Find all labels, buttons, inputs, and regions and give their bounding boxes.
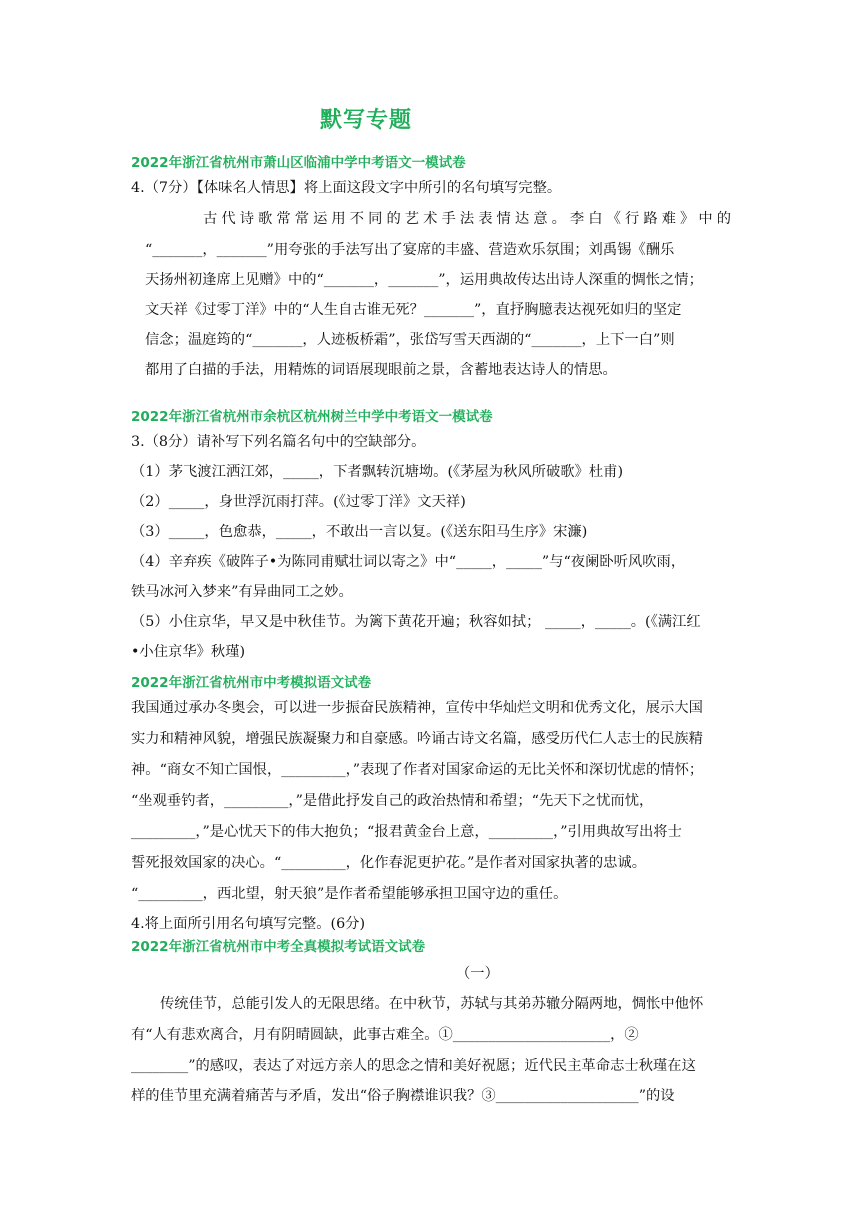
question-line: •小住京华》秋瑾) — [131, 644, 246, 660]
paragraph-line: “_______，_______”用夸张的手法写出了宴席的丰盛、营造欢乐氛围；刘禹锡《酬乐 — [145, 242, 675, 258]
paragraph-line: 我国通过承办冬奥会，可以进一步振奋民族精神，宣传中华灿烂文明和优秀文化，展示大国 — [131, 700, 703, 716]
paragraph-line: ________”的感叹，表达了对远方亲人的思念之情和美好祝愿；近代民主革命志士秋瑾在这 — [131, 1058, 696, 1074]
section-heading: 2022年浙江省杭州市余杭区杭州树兰中学中考语文一模试卷 — [131, 409, 493, 425]
paragraph-line: “坐观垂钓者，_________，”是借此抒发自己的政治热情和希望；“先天下之忧而忧， — [131, 793, 654, 809]
question-line: 4.将上面所引用名句填写完整。(6分) — [131, 916, 366, 932]
paragraph-line: 传统佳节，总能引发人的无限思绪。在中秋节，苏轼与其弟苏辙分隔两地，惆怅中他怀 — [160, 996, 704, 1012]
paragraph-line: 文天祥《过零丁洋》中的“人生自古谁无死？_______”，直抒胸臆表达视死如归的坚定 — [145, 302, 682, 318]
paragraph-line: _________，”是心忧天下的伟大抱负；“报君黄金台上意，_________，”引用典故写出将士 — [131, 824, 682, 840]
question-line: 3.（8分）请补写下列名篇名句中的空缺部分。 — [131, 434, 426, 450]
question-line: 铁马冰河入梦来”有异曲同工之妙。 — [131, 584, 353, 600]
paragraph-line: 古代诗歌常常运用不同的艺术手法表情达意。李白《行路难》中的 — [203, 211, 731, 227]
paragraph-line: 神。“商女不知亡国恨，_________，”表现了作者对国家命运的无比关怀和深切忧虑的情怀； — [131, 762, 704, 778]
paragraph-line: 样的佳节里充满着痛苦与矛盾，发出“俗子胸襟谁识我？③____________________”的设 — [131, 1088, 675, 1104]
question-line: （1）茅飞渡江洒江郊，_____，下者飘转沉塘坳。(《茅屋为秋风所破歌》杜甫) — [131, 464, 624, 480]
section-heading: 2022年浙江省杭州市中考模拟语文试卷 — [131, 675, 372, 691]
paragraph-line: 实力和精神风貌，增强民族凝聚力和自豪感。吟诵古诗文名篇，感受历代仁人志士的民族精 — [131, 731, 703, 747]
paragraph-line: “_________，西北望，射天狼”是作者希望能够承担卫国守边的重任。 — [131, 886, 568, 902]
section-heading: 2022年浙江省杭州市萧山区临浦中学中考语文一模试卷 — [131, 155, 466, 171]
question-line: （3）_____，色愈恭，_____，不敢出一言以复。(《送东阳马生序》宋濂) — [131, 524, 588, 540]
page-title: 默写专题 — [320, 108, 413, 133]
paragraph-line: 誓死报效国家的决心。“_________，化作春泥更护花。”是作者对国家执著的忠诚。 — [131, 855, 647, 871]
section-subheading: （一） — [456, 966, 499, 982]
paragraph-line: 信念；温庭筠的“_______，人迹板桥霜”，张岱写雪天西湖的“_______，上下一白”则 — [145, 332, 675, 348]
paragraph-line: 有“人有悲欢离合，月有阴晴圆缺，此事古难全。①______________________，② — [131, 1027, 639, 1043]
question-line: （2）_____，身世浮沉雨打萍。(《过零丁洋》文天祥) — [131, 494, 466, 510]
section-heading: 2022年浙江省杭州市中考全真模拟考试语文试卷 — [131, 939, 426, 955]
question-line: （4）辛弃疾《破阵子•为陈同甫赋壮词以寄之》中“_____，_____”与“夜阑卧听风吹雨， — [131, 554, 686, 570]
paragraph-line: 天扬州初逢席上见赠》中的“_______，_______”，运用典故传达出诗人深重的惆怅之情； — [145, 272, 703, 288]
question-line: 4.（7分）【体味名人情思】将上面这段文字中所引的名句填写完整。 — [131, 180, 562, 196]
question-line: （5）小住京华，早又是中秋佳节。为篱下黄花开遍；秋容如拭； _____，_____。(《满江红 — [131, 614, 701, 630]
paragraph-line: 都用了白描的手法，用精炼的词语展现眼前之景，含蓄地表达诗人的情思。 — [145, 362, 617, 378]
